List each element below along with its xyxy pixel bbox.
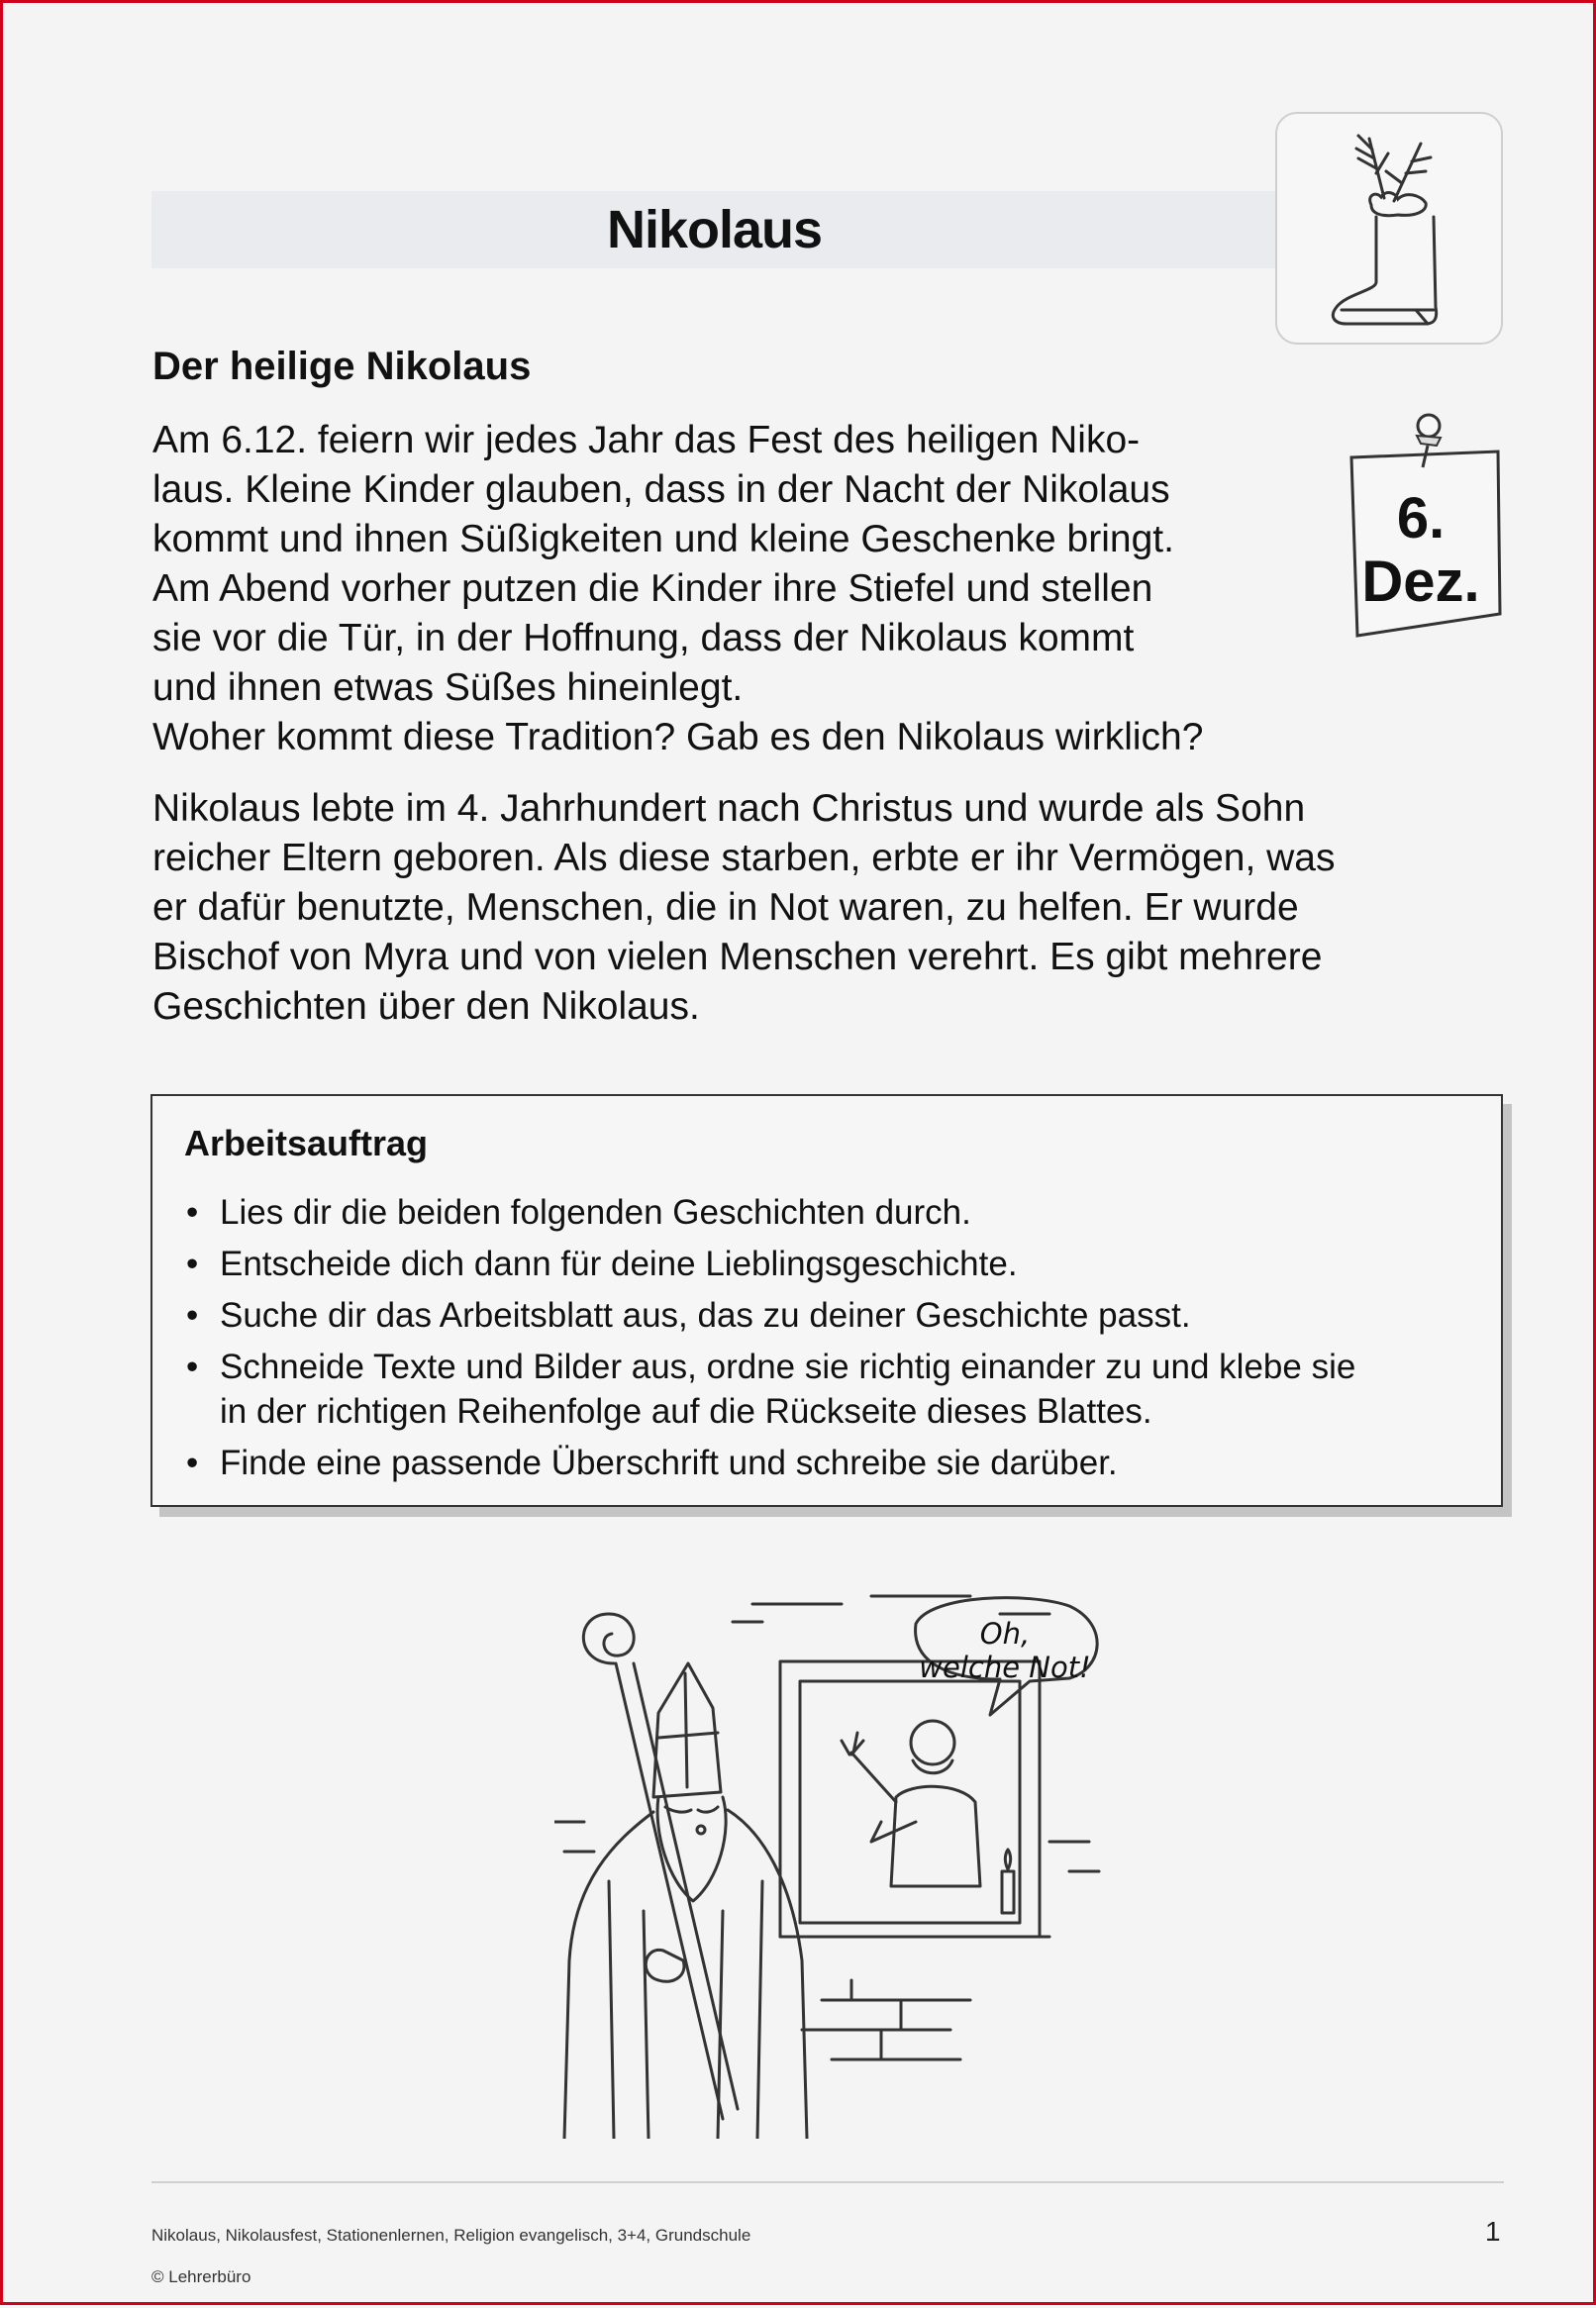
bullet: • [186, 1444, 199, 1482]
footer-copyright: © Lehrerbüro [151, 2267, 251, 2286]
task-item-text: Lies dir die beiden folgenden Geschichten durch. [220, 1193, 971, 1232]
task-item-text: Entscheide dich dann für deine Lieblingsgeschichte. [220, 1245, 1018, 1283]
page-number: 1 [1485, 2216, 1501, 2247]
task-heading: Arbeitsauftrag [184, 1123, 429, 1163]
date-note-month: Dez. [1361, 550, 1480, 614]
speech-bubble-text: Oh, welche Not! [919, 1617, 1091, 1684]
article-paragraph-2: Nikolaus lebte im 4. Jahrhundert nach Christus und wurde als Sohn reicher Eltern geboren. Als diese starben, erbte er ihr Vermögen, was er dafür benutzte, Menschen, die in Not waren, zu helfen. Er wurde Bischof von Myra und von vielen Menschen verehrt. Es gibt mehrere Geschichten über den Nikolaus. [152, 787, 1336, 1028]
task-item [184, 1345, 1471, 1434]
date-note-day: 6. [1396, 486, 1446, 551]
boot-tile [1275, 112, 1503, 345]
bullet: • [186, 1348, 199, 1386]
date-note [1342, 406, 1510, 644]
bullet: • [186, 1245, 199, 1283]
footer-text [151, 2204, 750, 2308]
article-paragraph-1: Am 6.12. feiern wir jedes Jahr das Fest des heiligen Niko- laus. Kleine Kinder glauben, dass in der Nacht der Nikolaus kommt und ihnen Süßigkeiten und kleine Geschenke bringt. Am Abend vorher putzen die Kinder ihre Stiefel und stellen sie vor die Tür, in der Hoffnung, dass der Nikolaus kommt und ihnen etwas Süßes hineinlegt. Woher kommt diese Tradition? Gab es den Nikolaus wirklich? [152, 419, 1204, 758]
task-box [150, 1094, 1503, 1507]
footer-divider [151, 2181, 1504, 2183]
task-item [184, 1441, 1471, 1485]
task-list [184, 1190, 1471, 1492]
article-subheading: Der heilige Nikolaus [152, 345, 532, 388]
bullet: • [186, 1296, 199, 1335]
task-item [184, 1242, 1471, 1286]
task-item-text: Schneide Texte und Bilder aus, ordne sie richtig einander zu und klebe sie in der richtigen Reihenfolge auf die Rückseite dieses Blattes. [220, 1348, 1356, 1431]
footer-line-1: Nikolaus, Nikolausfest, Stationenlernen, Religion evangelisch, 3+4, Grundschule [151, 2226, 751, 2245]
task-item [184, 1293, 1471, 1338]
page-title: Nikolaus [606, 200, 823, 259]
bullet: • [186, 1193, 199, 1232]
task-item-text: Suche dir das Arbeitsblatt aus, das zu deiner Geschichte passt. [220, 1296, 1191, 1335]
nikolaus-boot-icon [1277, 114, 1505, 347]
title-bar [151, 191, 1277, 268]
task-item [184, 1190, 1471, 1235]
task-item-text: Finde eine passende Überschrift und schreibe sie darüber. [220, 1444, 1118, 1482]
nikolaus-illustration [554, 1584, 1109, 2139]
